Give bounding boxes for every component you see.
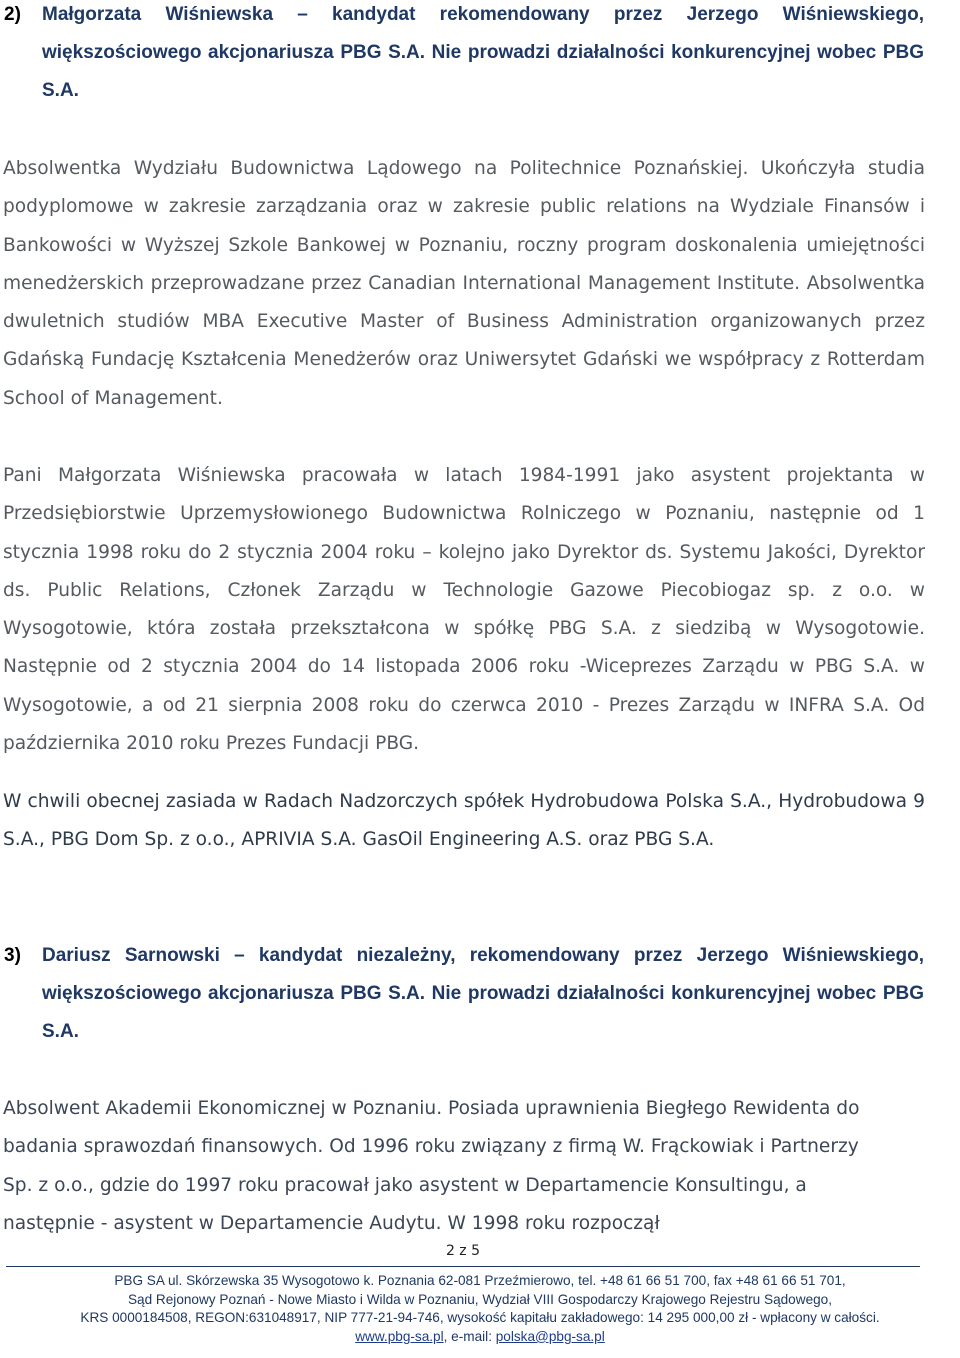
footer-contact-line	[0, 1328, 960, 1347]
website-link[interactable]: www.pbg-sa.pl	[355, 1328, 444, 1344]
section-2-education-paragraph: Absolwentka Wydziału Budownictwa Lądowego na Politechnice Poznańskiej. Ukończyła studia podyplomowe w zakresie zarządzania oraz w zakresie public relations na Wydziale Finansów i Bankowości w Wyższej Szkole Bankowej w Poznaniu, roczny program doskonalenia umiejętności menedżerskich przeprowadzane przez Canadian International Management Institute. Absolwentka dwuletnich studiów MBA Executive Master of Business Administration organizowanych przez Gdańską Fundację Kształcenia Menedżerów oraz Uniwersytet Gdański we współpracy z Rotterdam School of Management.	[3, 158, 925, 409]
email-link[interactable]: polska@pbg-sa.pl	[495, 1328, 605, 1344]
section-3-number: 3)	[4, 945, 21, 966]
footer-court-line: Sąd Rejonowy Poznań - Nowe Miasto i Wilda w Poznaniu, Wydział VIII Gospodarczy Krajowego Rejestru Sądowego,	[127, 1291, 833, 1307]
footer-registry-line: KRS 0000184508, REGON:631048917, NIP 777-21-94-746, wysokość kapitału zakładowego: 14 295 000,00 zł - wpłacony w całości.	[80, 1310, 880, 1326]
section-2-heading-text: Małgorzata Wiśniewska – kandydat rekomendowany przez Jerzego Wiśniewskiego, większościowego akcjonariusza PBG S.A. Nie prowadzi działalności konkurencyjnej wobec PBG S.A.	[42, 4, 924, 101]
footer-address-line: PBG SA ul. Skórzewska 35 Wysogotowo k. Poznania 62-081 Przeźmierowo, tel. +48 61 66 51 700, fax +48 61 66 51 701,	[114, 1273, 846, 1288]
section-3-education-paragraph: Absolwent Akademii Ekonomicznej w Poznaniu. Posiada uprawnienia Biegłego Rewidenta do badania sprawozdań finansowych. Od 1996 roku związany z firmą W. Frąckowiak i Partnerzy Sp. z o.o., gdzie do 1997 roku pracował jako asystent w Departamencie Konsultingu, a następnie - asystent w Departamencie Audytu. W 1998 roku rozpoczął	[3, 1098, 860, 1234]
section-3-heading-text: Dariusz Sarnowski – kandydat niezależny, rekomendowany przez Jerzego Wiśniewskiego, większościowego akcjonariusza PBG S.A. Nie prowadzi działalności konkurencyjnej wobec PBG S.A.	[42, 945, 924, 1042]
page-number: 2 z 5	[445, 1243, 481, 1259]
section-3-heading	[4, 937, 924, 1051]
company-footer	[0, 1272, 960, 1346]
section-2-boards-paragraph: W chwili obecnej zasiada w Radach Nadzorczych spółek Hydrobudowa Polska S.A., Hydrobudowa 9 S.A., PBG Dom Sp. z o.o., APRIVIA S.A. GasOil Engineering A.S. oraz PBG S.A.	[3, 791, 925, 851]
footer-divider	[6, 1266, 920, 1267]
footer-email-separator: , e-mail:	[443, 1328, 496, 1344]
section-2-heading	[4, 0, 924, 110]
section-2-number: 2)	[4, 4, 21, 25]
section-2-career-paragraph: Pani Małgorzata Wiśniewska pracowała w latach 1984-1991 jako asystent projektanta w Przedsiębiorstwie Uprzemysłowionego Budownictwa Rolniczego w Poznaniu, następnie od 1 stycznia 1998 roku do 2 stycznia 2004 roku – kolejno jako Dyrektor ds. Systemu Jakości, Dyrektor ds. Public Relations, Członek Zarządu w Technologie Gazowe Piecobiogaz sp. z o.o. w Wysogotowie, która została przekształcona w spółkę PBG S.A. z siedzibą w Wysogotowie. Następnie od 2 stycznia 2004 do 14 listopada 2006 roku -Wiceprezes Zarządu w PBG S.A. w Wysogotowie, a od 21 sierpnia 2008 roku do czerwca 2010 - Prezes Zarządu w INFRA S.A. Od października 2010 roku Prezes Fundacji PBG.	[3, 465, 925, 755]
